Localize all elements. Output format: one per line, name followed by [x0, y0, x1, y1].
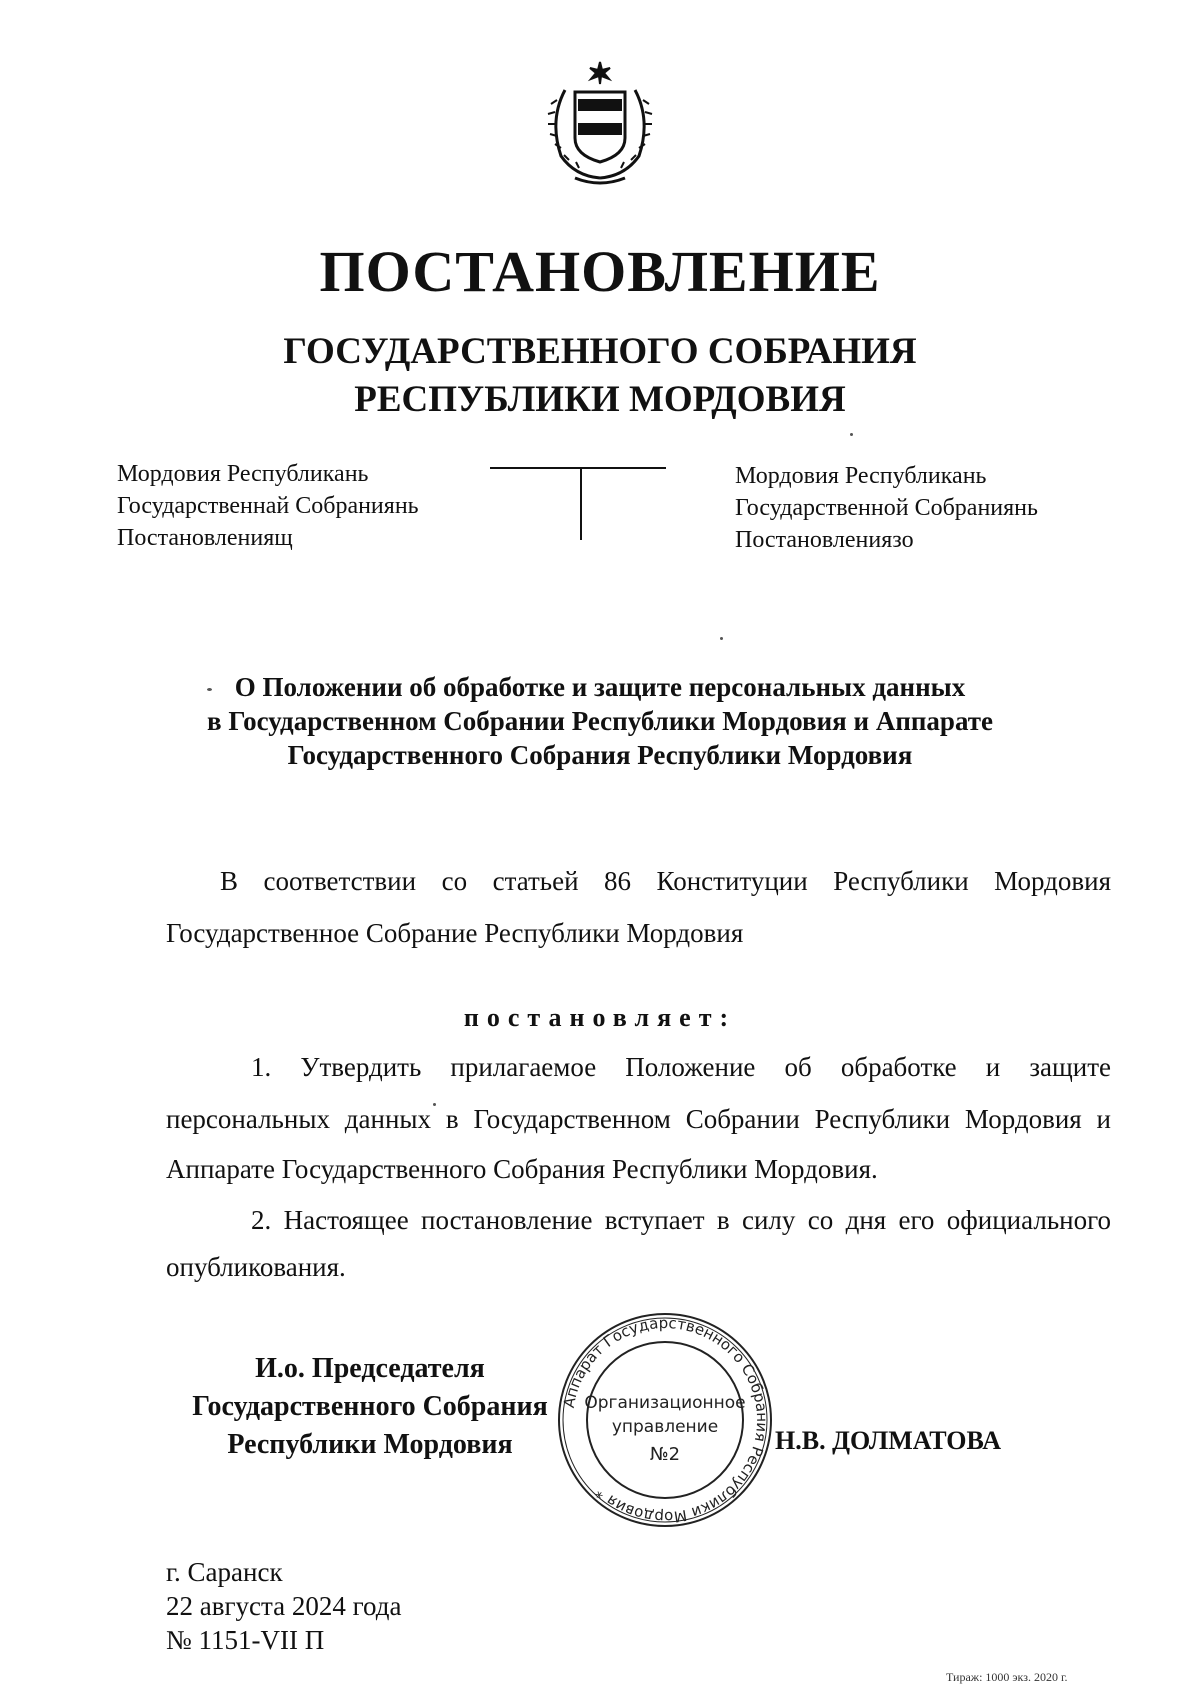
issuer-line-2: РЕСПУБЛИКИ МОРДОВИЯ: [354, 379, 846, 420]
date: 22 августа 2024 года: [166, 1591, 402, 1621]
stamp-outer-text: Аппарат Государственного Собрания Республики Мордовия *: [559, 1313, 772, 1527]
signatory-title-line: Республики Мордовия: [227, 1429, 513, 1460]
city: г. Саранск: [166, 1557, 283, 1587]
separator-horizontal: [490, 467, 666, 469]
document-type-title: ПОСТАНОВЛЕНИЕ: [319, 239, 881, 304]
stamp-inner-line: №2: [649, 1444, 681, 1465]
erzya-header-line: Постановлениязо: [735, 527, 914, 553]
stamp-inner-line: управление: [611, 1417, 719, 1437]
signatory-title-line: Государственного Собрания: [192, 1391, 548, 1422]
subject-line: Государственного Собрания Республики Мордовия: [287, 740, 913, 770]
moksha-header-line: Мордовия Республикань: [117, 461, 369, 487]
official-stamp: [555, 1310, 775, 1530]
stamp-inner-line: Организационное: [584, 1393, 746, 1413]
item-2-line-1: 2. Настоящее постановление вступает в силу со дня его официального: [251, 1205, 1111, 1235]
print-run-note: Тираж: 1000 экз. 2020 г.: [946, 1670, 1068, 1684]
erzya-header-line: Мордовия Республикань: [735, 463, 987, 489]
moksha-header-line: Государственнай Собраниянь: [117, 493, 419, 519]
subject-line: в Государственном Собрании Республики Мордовия и Аппарате: [206, 706, 993, 736]
signatory-name: Н.В. ДОЛМАТОВА: [775, 1426, 1001, 1455]
item-1-line-2: персональных данных в Государственном Собрании Республики Мордовия и: [166, 1104, 1111, 1134]
signatory-title: [160, 1350, 580, 1464]
erzya-header: [735, 460, 1115, 556]
item-1-line-1: 1. Утвердить прилагаемое Положение об обработке и защите: [251, 1052, 1111, 1082]
scan-speck: [850, 433, 853, 436]
moksha-header: [117, 458, 497, 554]
signatory-title-line: И.о. Председателя: [255, 1353, 485, 1384]
document-subject: [170, 670, 1030, 772]
separator-vertical: [580, 468, 582, 540]
subject-line: О Положении об обработке и защите персональных данных: [234, 672, 966, 702]
coat-of-arms-icon: [535, 60, 665, 190]
item-2-line-2: опубликования.: [166, 1252, 346, 1282]
preamble-line-2: Государственное Собрание Республики Мордовия: [166, 918, 744, 948]
moksha-header-line: Постановлениящ: [117, 525, 293, 551]
scan-speck: [720, 637, 723, 640]
preamble-line-1: В соответствии со статьей 86 Конституции Республики Мордовия: [220, 866, 1111, 896]
erzya-header-line: Государственной Собраниянь: [735, 495, 1038, 521]
document-number: № 1151-VII П: [166, 1625, 325, 1655]
issuer-line-1: ГОСУДАРСТВЕННОГО СОБРАНИЯ: [283, 331, 917, 372]
decree-word: постановляет:: [463, 1003, 737, 1032]
item-1-line-3: Аппарате Государственного Собрания Республики Мордовия.: [166, 1154, 878, 1184]
place-date-number: [166, 1555, 402, 1657]
